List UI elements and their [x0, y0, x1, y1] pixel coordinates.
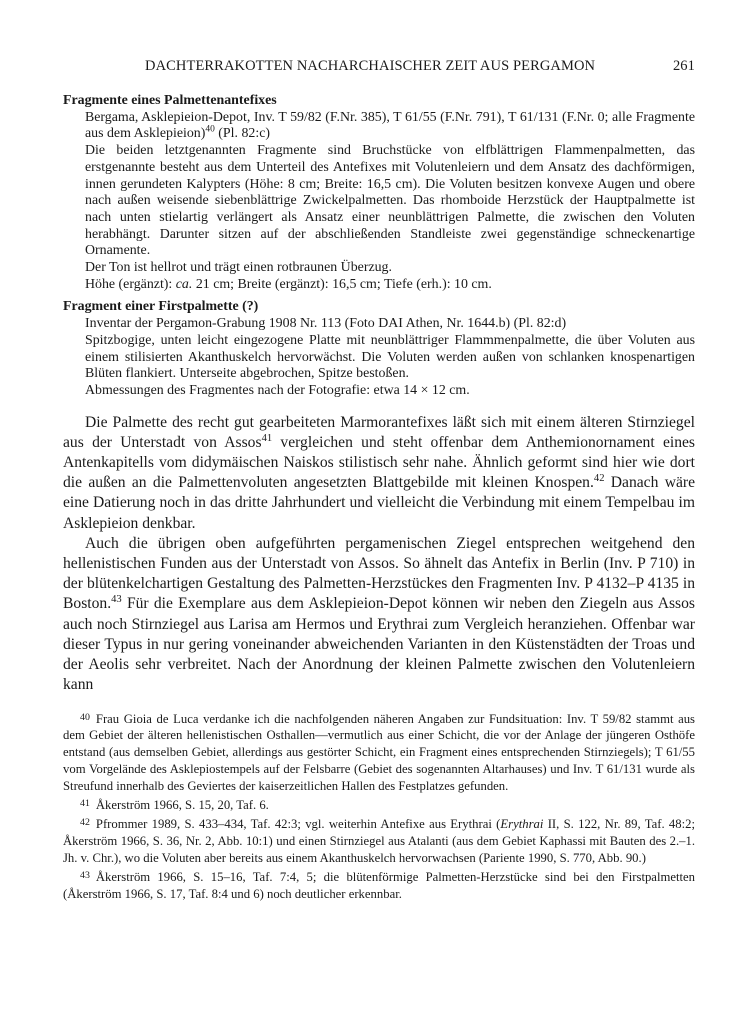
catalog-entry — [63, 299, 695, 399]
footnote: $^{41}$ Åkerström 1966, S. 15, 20, Taf. 6. — [80, 798, 269, 813]
footnote-ref[interactable]: 42 — [593, 473, 605, 485]
footnote: $^{40}$ Frau Gioia de Luca verdanke ich die nachfolgenden näheren Angaben zur Fundsituation: Inv. T 59/82 stammt aus dem Gebiet der älteren hellenistischen Osthallen—vermutlich aus einer Schicht, die vor der Anlage der jüngeren Osthöfe entstand (aus demselben Gebiet, allerdings aus gestörter Schicht, ein Fragment eines entsprechenden Stirnziegels); T 61/55 vom Vorgelände des Asklepiostempels auf der Felsbarre (Gebiet des sogenannten Altarhauses) und Inv. T 61/131 wurde als Streufund innerhalb des Geviertes der kaiserzeitlichen Hallen des Festplatzes gefunden. — [63, 711, 695, 794]
footnote: $^{42}$ Pfrommer 1989, S. 433–434, Taf. 42:3; vgl. weiterhin Antefixe aus Erythrai (Erythrai II, S. 122, Nr. 89, Taf. 48:2; Åkerström 1966, S. 36, Nr. 2, Abb. 10:1) und einen Stirnziegel aus Atalanti (aus dem Gebiet Kaphassi mit Bauten des 2.–1. Jh. v. Chr.), wo die Voluten aber bereits aus einem Akanthuskelch hervorwachsen (Pariente 1990, S. 770, Abb. 90.) — [63, 816, 696, 865]
page — [63, 56, 695, 903]
footnote-ref[interactable]: 40 — [205, 124, 215, 135]
body-paragraph: Auch die übrigen oben aufgeführten pergamenischen Ziegel entsprechen weitgehend den hellenistischen Funden aus der Unterstadt von Assos. So ähnelt das Antefix in Berlin (Inv. P 710) in der blütenkelchartigen Gestaltung des Palmetten-Herzstückes den Fragmenten Inv. P 4132–P 4135 in Boston.$^{43}$ Für die Exemplare aus dem Asklepieion-Depot können wir neben den Ziegeln aus Assos auch noch Stirnziegel aus Larisa am Hermos und Erythrai zum Vergleich heranziehen. Offenbar war dieser Typus in nur gering voneinander abweichenden Varianten in den Küstenstädten der Troas und der Aeolis sehr verbreitet. Nach der Anordnung der kleinen Palmette zwischen den Volutenleiern kann — [63, 534, 695, 694]
footnote-ref[interactable]: 41 — [261, 432, 273, 444]
entry-heading: Fragment einer Firstpalmette (?) — [63, 299, 259, 315]
body-text — [63, 413, 695, 696]
entry-paragraph: Spitzbogige, unten leicht eingezogene Platte mit neunblättriger Flammmenpalmette, die über Voluten aus einem stilisierten Akanthuskelch hervorwächst. Die Voluten werden außen von schlanken knospenartigen Blüten flankiert. Unterseite abgebrochen, Spitze bestoßen. — [85, 332, 695, 382]
entry-paragraph: Inventar der Pergamon-Grabung 1908 Nr. 113 (Foto DAI Athen, Nr. 1644.b) (Pl. 82:d) — [85, 316, 567, 332]
entry-paragraph: Bergama, Asklepieion-Depot, Inv. T 59/82 (F.Nr. 385), T 61/55 (F.Nr. 791), T 61/131 (F.Nr. 0; alle Fragmente aus dem Asklepieion)$^{40}$ (Pl. 82:c) — [85, 109, 695, 142]
entry-paragraph: Abmessungen des Fragmentes nach der Fotografie: etwa 14 × 12 cm. — [85, 382, 470, 398]
footnotes — [63, 710, 695, 903]
page-number: 261 — [672, 58, 695, 74]
entry-heading: Fragmente eines Palmettenantefixes — [63, 93, 277, 108]
entry-paragraph: Der Ton ist hellrot und trägt einen rotbraunen Überzug. — [85, 260, 392, 276]
footnote-ref[interactable]: 43 — [111, 594, 122, 606]
footnote-number: 41 — [80, 798, 90, 810]
catalog-entries — [63, 93, 695, 400]
running-title: DACHTERRAKOTTEN NACHARCHAISCHER ZEIT AUS PERGAMON — [145, 58, 596, 74]
entry-paragraph: Die beiden letztgenannten Fragmente sind Bruchstücke von elfblättrigen Flammenpalmetten, das erstgenannte besteht aus dem Unterteil des Antefixes mit Volutenleiern und dem Ansatz des dachförmigen, innen gerundeten Kalypters (Höhe: 8 cm; Breite: 16,5 cm). Die Voluten besitzen konvexe Augen und obere nach außen weisende siebenblättrige Zwickelpalmetten. Das rhomboide Herzstück der Hauptpalmette ist nach unten stielartig verlängert als Ansatz einer neunblättrigen Palmette, die zwischen den Voluten herabhängt. Darunter sitzen auf der abschließenden Standleiste zwei gegenständige schneckenartige Ornamente. — [85, 143, 695, 259]
running-header — [63, 56, 695, 78]
catalog-entry — [63, 93, 695, 293]
footnote-number: 43 — [80, 869, 90, 881]
footnote-number: 42 — [80, 816, 90, 828]
footnote-number: 40 — [80, 711, 90, 723]
footnote: $^{43}$ Åkerström 1966, S. 15–16, Taf. 7:4, 5; die blütenförmige Palmetten-Herzstücke sind bei den Firstpalmetten (Åkerström 1966, S. 17, Taf. 8:4 und 6) noch deutlicher erkennbar. — [63, 869, 695, 901]
entry-paragraph: Höhe (ergänzt): ca. 21 cm; Breite (ergänzt): 16,5 cm; Tiefe (erh.): 10 cm. — [85, 276, 492, 292]
body-paragraph: Die Palmette des recht gut gearbeiteten Marmorantefixes läßt sich mit einem älteren Stirnziegel aus der Unterstadt von Assos$^{41}$ vergleichen und steht offenbar dem Anthemionornament eines Antenkapitells vom didymäischen Naiskos stilistisch sehr nahe. Ähnlich geformt sind hier wie dort die außen an die Palmettenvoluten angesetzten Blattgebilde mit kleinen Knospen.$^{42}$ Danach wäre eine Datierung noch in das dritte Jahrhundert und vielleicht die Verbindung mit einem Tempelbau im Asklepieion denkbar. — [63, 413, 696, 532]
